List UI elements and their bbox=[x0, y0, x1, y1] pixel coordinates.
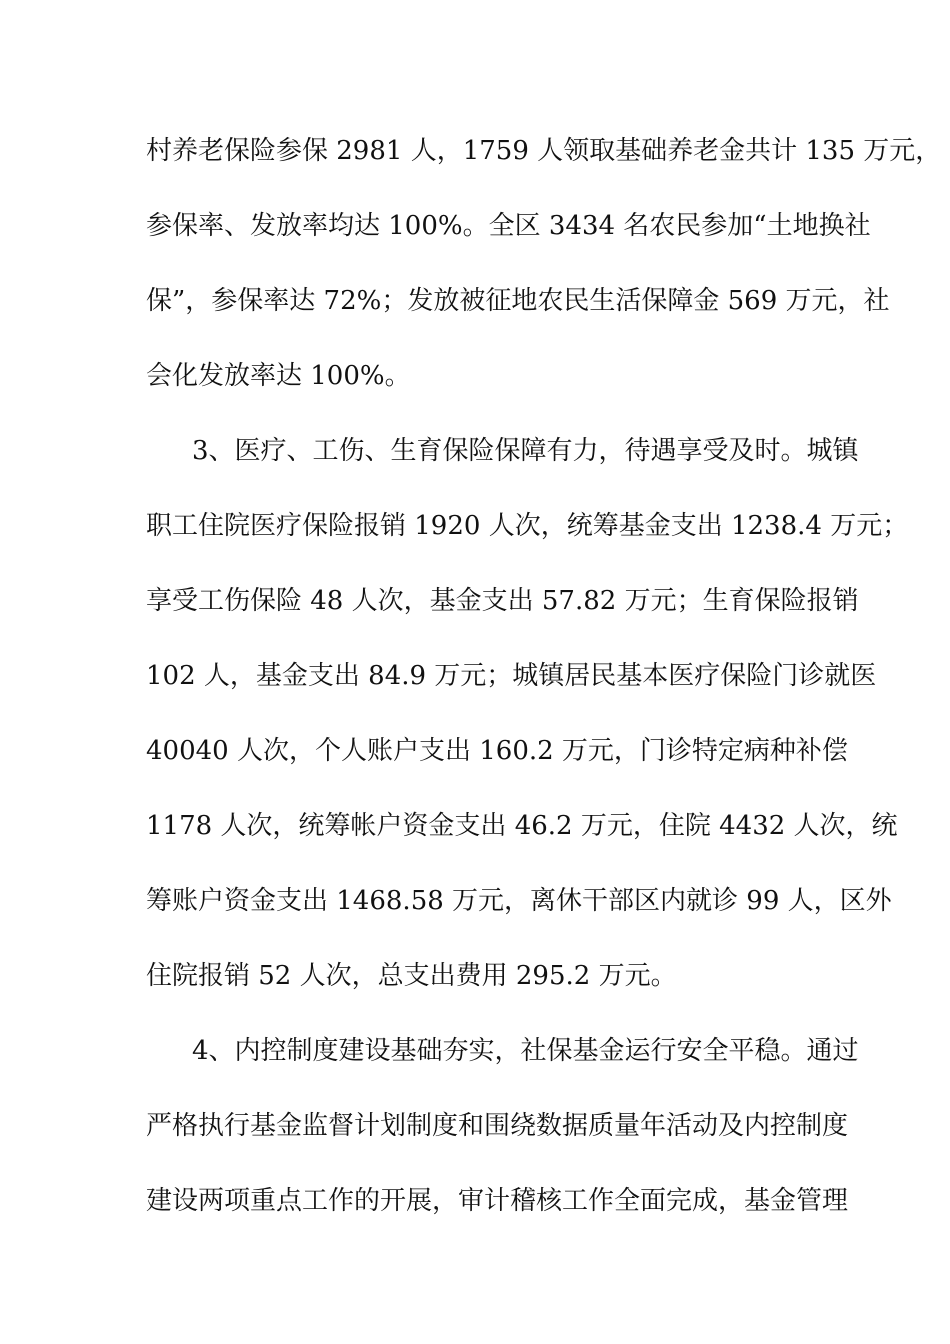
text-line: 筹账户资金支出 1468.58 万元，离休干部区内就诊 99 人，区外 bbox=[146, 886, 892, 916]
text-line: 参保率、发放率均达 100%。全区 3434 名农民参加“土地换社 bbox=[146, 211, 871, 241]
text-line: 保”，参保率达 72%；发放被征地农民生活保障金 569 万元，社 bbox=[146, 286, 890, 316]
text-line: 村养老保险参保 2981 人，1759 人领取基础养老金共计 135 万元， bbox=[146, 136, 942, 166]
text-line: 享受工伤保险 48 人次，基金支出 57.82 万元；生育保险报销 bbox=[146, 586, 859, 616]
text-line: 会化发放率达 100%。 bbox=[146, 361, 411, 391]
text-line: 建设两项重点工作的开展，审计稽核工作全面完成，基金管理 bbox=[146, 1186, 849, 1216]
text-line: 职工住院医疗保险报销 1920 人次，统筹基金支出 1238.4 万元； bbox=[146, 511, 909, 541]
text-line: 102 人，基金支出 84.9 万元；城镇居民基本医疗保险门诊就医 bbox=[146, 661, 877, 691]
paragraph-start-line: 4、内控制度建设基础夯实，社保基金运行安全平稳。通过 bbox=[192, 1036, 859, 1066]
text-line: 住院报销 52 人次，总支出费用 295.2 万元。 bbox=[146, 961, 677, 991]
text-line: 严格执行基金监督计划制度和围绕数据质量年活动及内控制度 bbox=[146, 1111, 849, 1141]
paragraph-start-line: 3、医疗、工伤、生育保险保障有力，待遇享受及时。城镇 bbox=[192, 436, 859, 466]
text-line: 40040 人次，个人账户支出 160.2 万元，门诊特定病种补偿 bbox=[146, 736, 848, 766]
text-line: 1178 人次，统筹帐户资金支出 46.2 万元，住院 4432 人次，统 bbox=[146, 811, 898, 841]
